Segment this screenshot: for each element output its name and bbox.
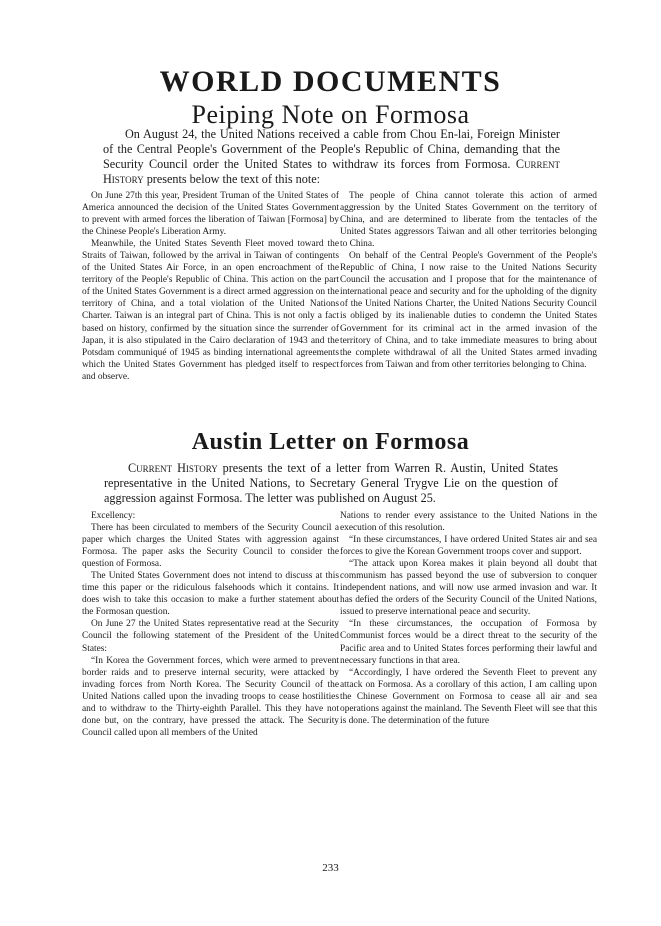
peiping-note-column-right: [340, 190, 597, 371]
peiping-note-column-left: [82, 190, 339, 383]
paragraph: Meanwhile, the United States Seventh Fleet moved toward the Straits of Taiwan, followed by the arrival in Taiwan of contingents of the United States Air Force, in an open encroachment of the territory of the People's Republic of China. This action on the part of the United States Government is a direct armed aggression on the territory of China, and a total violation of the United Nations Charter. Taiwan is an integral part of China. This is not only a fact based on history, confirmed by the situation since the surrender of Japan, it is also stipulated in the Cairo declaration of 1943 and the Potsdam communiqué of 1945 as binding international agreements which the United States Government has pledged itself to respect and observe.: [82, 239, 339, 382]
paragraph: On June 27th this year, President Truman of the United States of America announced the decision of the United States Government to prevent with armed forces the liberation of Taiwan [Formosa] by the Chinese People's Liberation Army.: [82, 191, 339, 238]
paragraph: The United States Government does not intend to discuss at this time this paper or the ridiculous falsehoods which it contains. It does wish to take this occasion to make a further statement about the Formosan question.: [82, 571, 339, 618]
article-title-austin-letter: Austin Letter on Formosa: [191, 429, 470, 455]
paragraph-continued: Nations to render every assistance to the United Nations in the execution of this resolution.: [340, 511, 597, 534]
article-intro-peiping-note: [103, 127, 560, 187]
austin-letter-column-right: [340, 510, 597, 727]
article-intro-austin-letter: [104, 461, 558, 506]
intro-text: presents the text of a letter from Warren R. Austin, United States representative in the United Nations, to Secretary General Trygve Lie on the question of aggression against Formosa. The letter was published on August 25.: [104, 461, 559, 505]
paragraph: On June 27 the United States representative read at the Security Council the following statement of the President of the United States:: [82, 619, 339, 654]
publication-name: Current History: [128, 461, 218, 475]
paragraph: On behalf of the Central People's Government of the People's Republic of China, I now raise to the United Nations Security Council the accusation and I propose that for the maintenance of international peace and security and for the upholding of the dignity of the United Nations Charter, the United Nations Security Council is obliged by its inalienable duties to condemn the United States Government for its criminal act in the armed invasion of the territory of China, and to take immediate measures to bring about the complete withdrawal of all the United States armed invading forces from Taiwan and from other territories belonging to China.: [340, 251, 597, 370]
paragraph: “The attack upon Korea makes it plain beyond all doubt that communism has passed beyond the use of subversion to conquer independent nations, and will now use armed invasion and war. It has defied the orders of the Security Council of the United Nations, issued to preserve international peace and security.: [340, 559, 597, 618]
intro-text: On August 24, the United Nations received a cable from Chou En-lai, Foreign Minister of the Central People's Government of the People's Republic of China, demanding that the Security Council order the United States to withdraw its forces from Formosa.: [103, 127, 560, 171]
austin-letter-column-left: [82, 510, 339, 739]
publication-name: Current History: [103, 157, 560, 186]
paragraph: “In Korea the Government forces, which were armed to prevent border raids and to preserve internal security, were attacked by invading forces from North Korea. The Security Council of the United Nations called upon the invading troops to cease hostilities and to withdraw to the Thirty-eighth Parallel. This they have not done but, on the contrary, have pressed the attack. The Security Council called upon all members of the United: [82, 655, 339, 738]
paragraph: The people of China cannot tolerate this action of armed aggression by the United States Government on the territory of China, and are determined to liberate from the tentacles of the United States aggressors Taiwan and all other territories belonging to China.: [340, 191, 597, 250]
paragraph: There has been circulated to members of the Security Council a paper which charges the United States with aggression against Formosa. The paper asks the Security Council to consider the question of Formosa.: [82, 523, 339, 570]
paragraph: “In these circumstances, the occupation of Formosa by Communist forces would be a direct threat to the security of the Pacific area and to United States forces performing their lawful and necessary functions in that area.: [340, 619, 597, 666]
article-title-peiping-note: Peiping Note on Formosa: [191, 100, 470, 129]
intro-text: presents below the text of this note:: [143, 172, 321, 186]
paragraph: “Accordingly, I have ordered the Seventh Fleet to prevent any attack on Formosa. As a corollary of this action, I am calling upon the Chinese Government on Formosa to cease all air and sea operations against the mainland. The Seventh Fleet will see that this is done. The determination of the future: [340, 667, 597, 726]
paragraph: “In these circumstances, I have ordered United States air and sea forces to give the Korean Government troops cover and support.: [340, 535, 597, 558]
page-number: 233: [322, 862, 339, 874]
section-heading: WORLD DOCUMENTS: [159, 65, 502, 98]
salutation: Excellency:: [91, 511, 136, 521]
